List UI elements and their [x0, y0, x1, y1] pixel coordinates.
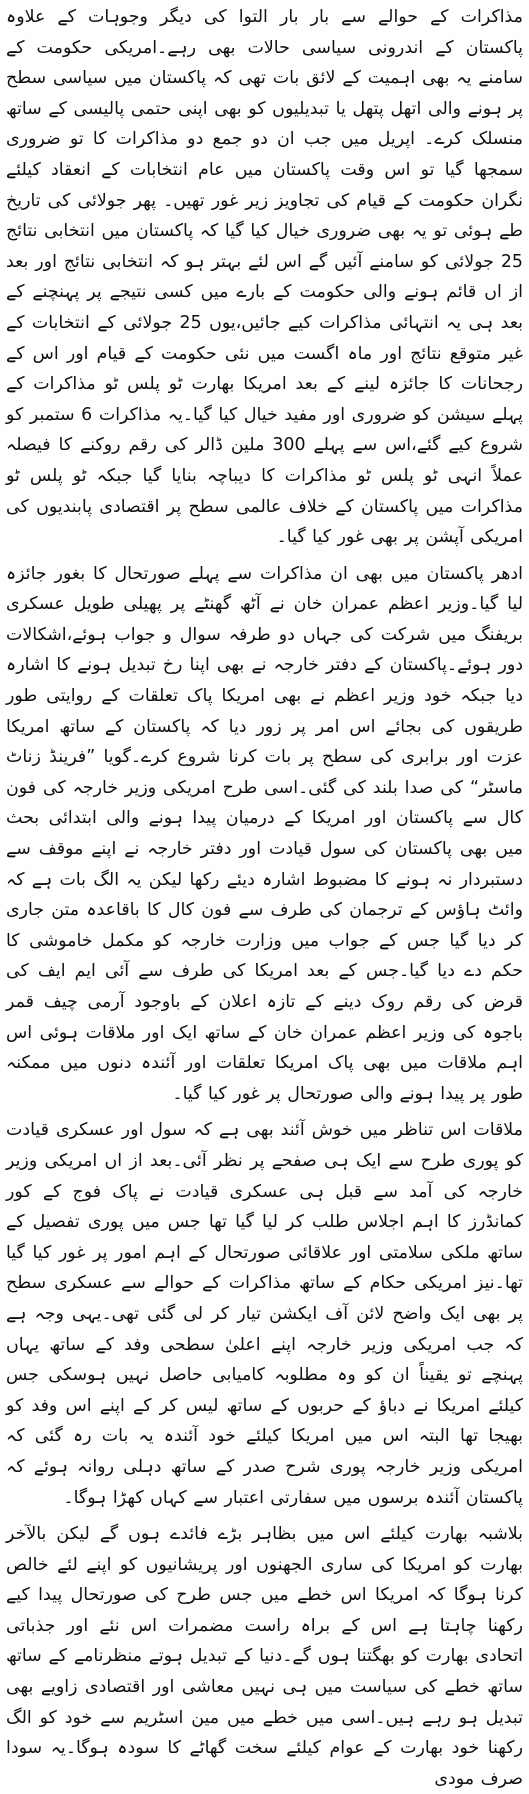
article-paragraph-1: مذاکرات کے حوالے سے بار بار التوا کی دیگر وجوہات کے علاوہ پاکستان کے اندرونی سیاسی حالات بھی رہے۔امریکی حکومت کے سامنے یہ بھی اہمیت کے لائق بات تھی کہ پاکستان میں سیاسی سطح پر ہونے والی اتھل پتھل یا تبدیلیوں کو بھی اپنی حتمی پالیسی کے ساتھ منسلک کرے۔ اپریل میں جب ان دو جمع دو مذاکرات کا تو ضروری سمجھا گیا تو اس وقت پاکستان میں عام انتخابات کے انعقاد کیلئے نگران حکومت کے قیام کی تجاویز زیر غور تھیں۔ پھر جولائی کی تاریخ طے ہوئی تو یہ بھی ضروری خیال کیا گیا کہ پاکستان میں انتخابی نتائج 25 جولائی کو سامنے آئیں گے اس لئے بہتر ہو کہ انتخابی نتائج اور بعد از اں قائم ہونے والی حکومت کے بارے میں کسی نتیجے پر پہنچنے کے بعد ہی یہ انتہائی مذاکرات کیے جائیں،یوں 25 جولائی کے انتخابات کے غیر متوقع نتائج اور ماہ اگست میں نئی حکومت کے قیام اور اس کے رجحانات کا جائزہ لینے کے بعد امریکا بھارت ٹو پلس ٹو مذاکرات کے پہلے سیشن کو ضروری اور مفید خیال کیا گیا۔یہ مذاکرات 6 ستمبر کو شروع کیے گئے،اس سے پہلے 300 ملین ڈالر کی رقم روکنے کا فیصلہ عملاً انہی ٹو پلس ٹو مذاکرات کا دیباچہ بنایا گیا جبکہ ٹو پلس ٹو مذاکرات میں پاکستان کے خلاف عالمی سطح پر اقتصادی پابندیوں کی امریکی آپشن پر بھی غور کیا گیا۔	[6, 7, 523, 548]
article-paragraph-3: ملاقات اس تناظر میں خوش آئند بھی ہے کہ سول اور عسکری قیادت کو پوری طرح سے ایک ہی صفحے پر نظر آئی۔بعد از اں امریکی وزیر خارجہ کی آمد سے قبل ہی عسکری قیادت نے پاک فوج کے کور کمانڈرز کا اہم اجلاس طلب کر لیا گیا تھا جس میں پوری تفصیل کے ساتھ ملکی سلامتی اور علاقائی صورتحال کے اہم امور پر غور کیا گیا تھا۔نیز امریکی حکام کے ساتھ مذاکرات کے حوالے سے عسکری سطح پر بھی ایک واضح لائن آف ایکشن تیار کر لی گئی تھی۔یہی وجہ ہے کہ جب امریکی وزیر خارجہ اپنے اعلیٰ سطحی وفد کے ساتھ یہاں پہنچے تو یقیناً ان کو وہ مطلوبہ کامیابی حاصل نہیں ہوسکی جس کیلئے امریکا نے دباؤ کے حربوں کے ساتھ لیس کر کے اپنے اس وفد کو بھیجا تھا البتہ اس میں امریکا کیلئے خود آئندہ یہ بات رہ گئی کہ امریکی وزیر خارجہ پوری شرح صدر کے ساتھ دہلی روانہ ہوئے کہ پاکستان آئندہ برسوں میں سفارتی اعتبار سے کہاں کھڑا ہوگا۔	[6, 1120, 523, 1508]
article-paragraph-4: بلاشبہ بھارت کیلئے اس میں بظاہر بڑے فائدے ہوں گے لیکن بالآخر بھارت کو امریکا کی ساری الجھنوں اور پریشانیوں کو اپنے لئے خالص کرنا ہوگا کہ امریکا اس خطے میں جس طرح کی صورتحال پیدا کیے رکھنا چاہتا ہے اس کے براہ راست مضمرات اس نئے اور جذباتی اتحادی بھارت کو بھگتنا ہوں گے۔دنیا کے تبدیل ہوتے منظرنامے کے ساتھ ساتھ خطے کی سیاست میں ہی نہیں معاشی اور اقتصادی زاویے بھی تبدیل ہو رہے ہیں۔اسی میں خطے میں مین اسٹریم سے خود کو الگ رکھنا خود بھارت کے عوام کیلئے سخت گھاٹے کا سودہ ہوگا۔یہ سودا صرف مودی	[6, 1524, 523, 1789]
article-paragraph-2: ادھر پاکستان میں بھی ان مذاکرات سے پہلے صورتحال کا بغور جائزہ لیا گیا۔وزیر اعظم عمران خان نے آٹھ گھنٹے پر پھیلی طویل عسکری بریفنگ میں شرکت کی جہاں دو طرفہ سوال و جواب ہوئے،اشکالات دور ہوئے۔پاکستان کے دفتر خارجہ نے بھی اپنا رخ تبدیل ہونے کا اشارہ دیا جبکہ خود وزیر اعظم نے بھی امریکا پاک تعلقات کے روایتی طور طریقوں کی بجائے اس امر پر زور دیا کہ پاکستان کے ساتھ امریکا عزت اور برابری کی سطح پر بات کرنا شروع کرے۔گویا ”فرینڈ زناٹ ماسٹر“ کی صدا بلند کی گئی۔اسی طرح امریکی وزیر خارجہ کی فون کال سے پاکستان اور امریکا کے درمیان پیدا ہونے والی ابتدائی بحث میں بھی پاکستان کی سول قیادت اور دفتر خارجہ نے اپنے موقف سے دستبردار نہ ہونے کا مضبوط اشارہ دیئے رکھا لیکن یہ الگ بات ہے کہ وائٹ ہاؤس کے ترجمان کی طرف سے فون کال کا باقاعدہ متن جاری کر دیا گیا جس کے جواب میں وزارت خارجہ کو مکمل خاموشی کا حکم دے دیا گیا۔جس کے بعد امریکا کی طرف سے آئی ایم ایف کی قرض کی رقم روک دینے کے تازہ اعلان کے باوجود آرمی چیف قمر باجوہ کی وزیر اعظم عمران خان کے ساتھ ایک اور ملاقات ہوئی اس اہم ملاقات میں بھی پاک امریکا تعلقات اور آئندہ دنوں میں ممکنہ طور پر پیدا ہونے والی صورتحال پر غور کیا گیا۔	[6, 563, 523, 1104]
